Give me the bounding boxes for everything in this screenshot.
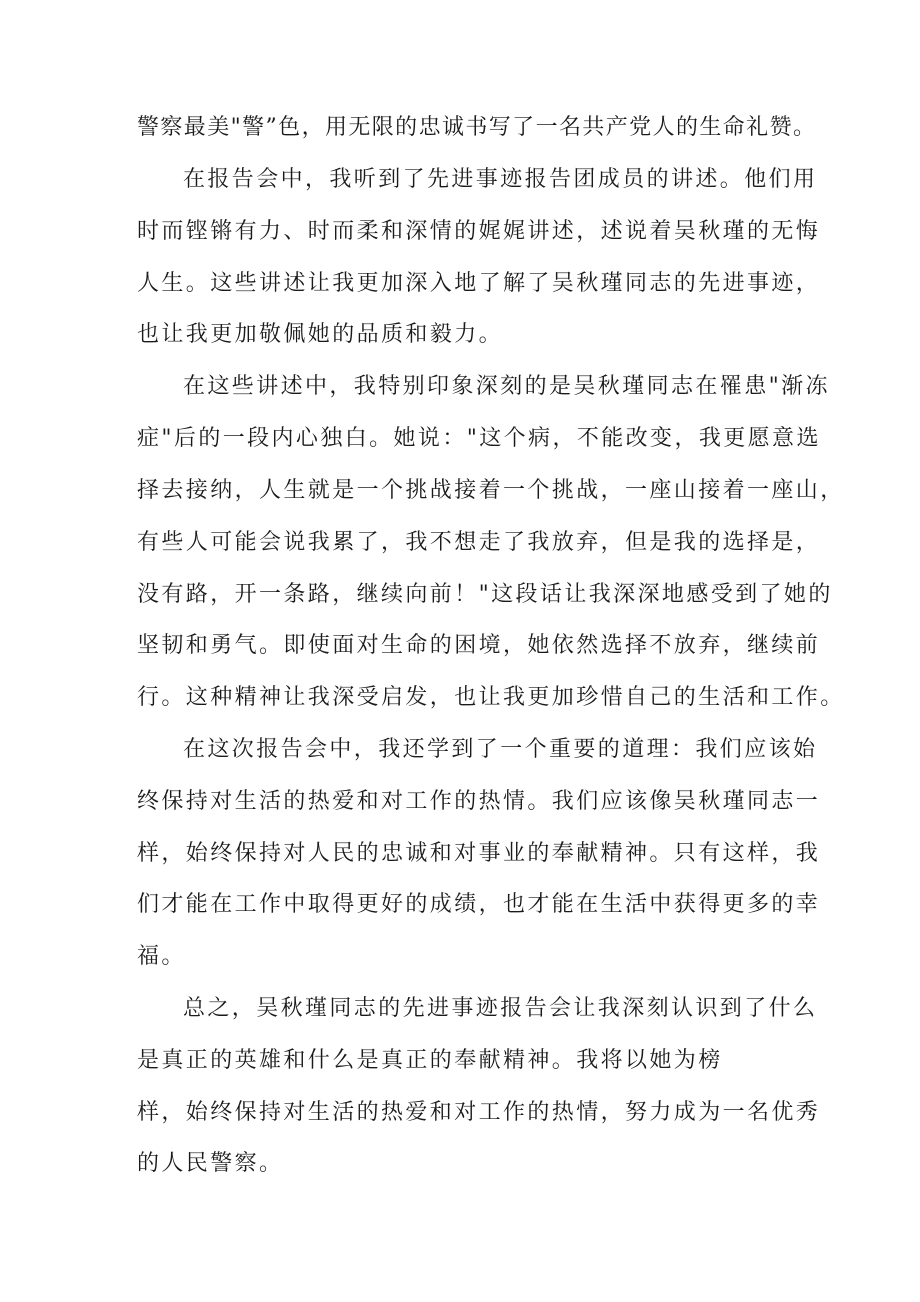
paragraph-5-line-4: 的人民警察。 [137,1151,284,1176]
paragraph-3-line-4: 有些人可能会说我累了，我不想走了我放弃，但是我的选择是， [137,530,821,555]
paragraph-2-line-1: 在报告会中，我听到了先进事迹报告团成员的讲述。他们用 [183,167,818,192]
paragraph-3-line-5: 没有路，开一条路，继续向前！"这段话让我深深地感受到了她的 [137,582,833,607]
paragraph-2-line-4: 也让我更加敬佩她的品质和毅力。 [137,322,504,347]
paragraph-3-line-7: 行。这种精神让我深受启发，也让我更加珍惜自己的生活和工作。 [137,685,845,710]
paragraph-2-line-3: 人生。这些讲述让我更加深入地了解了吴秋瑾同志的先进事迹， [137,271,821,296]
paragraph-5-line-3: 样，始终保持对生活的热爱和对工作的热情，努力成为一名优秀 [137,1100,821,1125]
paragraph-1-line-1: 警察最美"警”色，用无限的忠诚书写了一名共产党人的生命礼赞。 [137,115,817,140]
paragraph-4-line-4: 们才能在工作中取得更好的成绩，也才能在生活中获得更多的幸 [137,892,821,917]
paragraph-4-line-1: 在这次报告会中，我还学到了一个重要的道理：我们应该始 [183,737,818,762]
paragraph-5-line-2: 是真正的英雄和什么是真正的奉献精神。我将以她为榜 [137,1048,723,1073]
paragraph-3-line-6: 坚韧和勇气。即使面对生命的困境，她依然选择不放弃，继续前 [137,633,821,658]
paragraph-4-line-3: 样，始终保持对人民的忠诚和对事业的奉献精神。只有这样，我 [137,841,821,866]
paragraph-3-line-1: 在这些讲述中，我特别印象深刻的是吴秋瑾同志在罹患"渐冻 [183,374,830,399]
paragraph-4-line-5: 福。 [137,944,186,969]
paragraph-2-line-2: 时而铿锵有力、时而柔和深情的娓娓讲述，述说着吴秋瑾的无悔 [137,219,821,244]
paragraph-5-line-1: 总之，吴秋瑾同志的先进事迹报告会让我深刻认识到了什么 [183,996,818,1021]
paragraph-3-line-2: 症"后的一段内心独白。她说："这个病，不能改变，我更愿意选 [137,426,821,451]
paragraph-3-line-3: 择去接纳，人生就是一个挑战接着一个挑战，一座山接着一座山， [137,478,845,503]
paragraph-4-line-2: 终保持对生活的热爱和对工作的热情。我们应该像吴秋瑾同志一 [137,789,821,814]
